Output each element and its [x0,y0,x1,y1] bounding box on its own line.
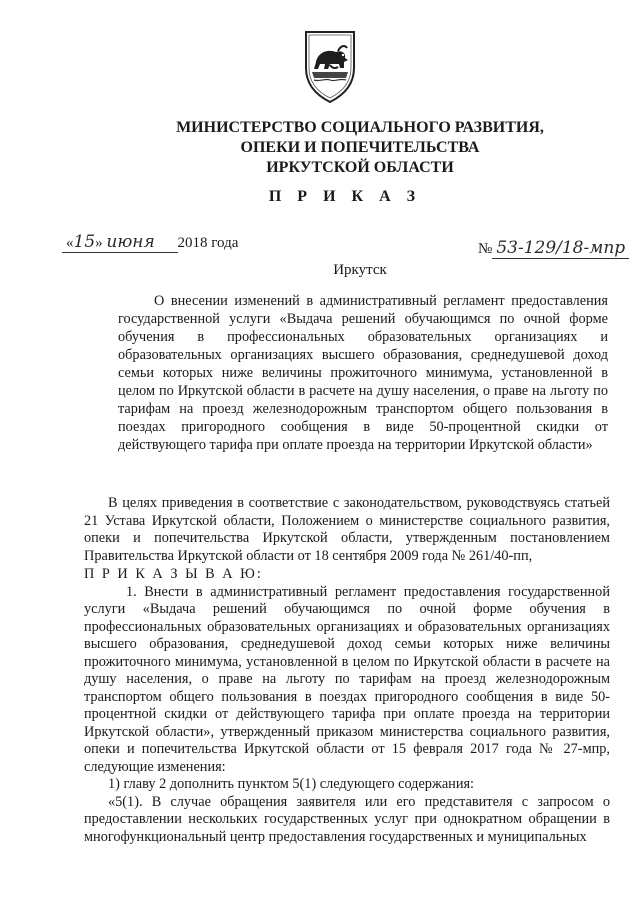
ministry-name [150,118,570,178]
order-date [62,232,238,253]
date-day-handwritten: 15 [73,232,96,252]
date-month-handwritten: июня [106,232,155,252]
order-subject [118,292,608,454]
document-type-title: П Р И К А З [268,188,422,205]
order-number-handwritten: 53-129/18-мпр [492,238,629,259]
order-number [478,238,629,259]
order-body [84,495,610,846]
date-close-quote: » [95,235,103,251]
date-day-field [62,232,178,253]
city-name: Иркутск [333,262,387,278]
item-1-paragraph: 1. Внести в административный регламент предоставления государственной услуги «Выдача решений обучающимся по очной форме обучения в профессиональных образовательных организациях и образовательных организациях высшего образования, среднедушевой доход семьи которых ниже величины прожиточного минимума, установленной в целом по Иркутской области в расчете на душу населения, о праве на льготу по тарифам на проезд железнодорожным транспортом общего пользования в поездах пригородного сообщения в виде 50-процентной скидки от действующего тарифа при оплате проезда на территории Иркутской области», утвержденный приказом министерства социального развития, опеки и попечительства Иркутской области от 15 февраля 2017 года № 27-мпр, следующие изменения: [84,583,610,775]
irkutsk-coat-of-arms-icon [300,22,360,104]
date-year: 2018 года [177,235,239,251]
order-number-prefix: № [478,241,493,257]
subitem-1-paragraph: 1) главу 2 дополнить пунктом 5(1) следующего содержания: [108,776,475,792]
quoted-clause-paragraph: «5(1). В случае обращения заявителя или его представителя с запросом о предоставлении нескольких государственных услуг при однократном обращении в многофункциональный центр предоставления государственных и муниципальных [84,793,610,845]
preamble-paragraph: В целях приведения в соответствие с законодательством, руководствуясь статьей 21 Устава Иркутской области, Положением о министерстве социального развития, опеки и попечительства Иркутской области, утвержденным постановлением Правительства Иркутской области от 18 сентября 2009 года № 261/40-пп, [84,495,610,564]
ministry-line-3: ИРКУТСКОЙ ОБЛАСТИ [266,159,454,176]
ministry-line-1: МИНИСТЕРСТВО СОЦИАЛЬНОГО РАЗВИТИЯ, [176,119,544,136]
order-directive: П Р И К А З Ы В А Ю: [84,566,263,582]
ministry-line-2: ОПЕКИ И ПОПЕЧИТЕЛЬСТВА [240,139,480,156]
order-subject-text: О внесении изменений в административный регламент предоставления государственной услуги «Выдача решений обучающимся по очной форме обучения в профессиональных образовательных организациях и образовательных организациях высшего образования, среднедушевой доход семьи которых ниже величины прожиточного минимума, установленной в целом по Иркутской области в расчете на душу населения, о праве на льготу по тарифам на проезд железнодорожным транспортом общего пользования в поездах пригородного сообщения в виде 50-процентной скидки от действующего тарифа при оплате проезда на территории Иркутской области» [118,293,608,453]
date-open-quote: « [66,235,74,251]
